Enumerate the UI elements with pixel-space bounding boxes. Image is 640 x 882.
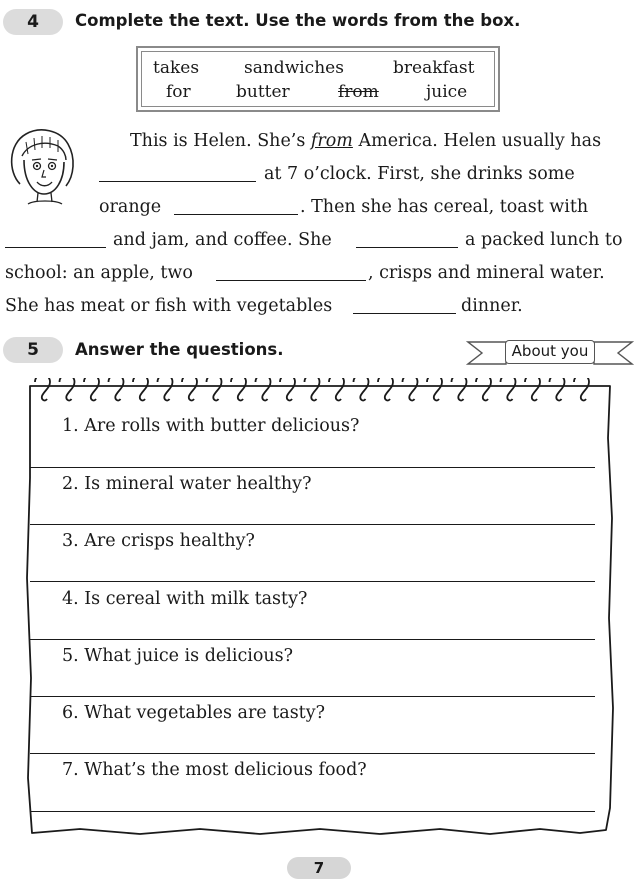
answer-blank[interactable] <box>174 214 298 215</box>
page-number: 7 <box>287 857 351 879</box>
word-box <box>136 46 500 112</box>
answer-line[interactable] <box>30 639 595 640</box>
question: 4. Is cereal with milk tasty? <box>62 589 308 609</box>
exercise-heading: Answer the questions. <box>75 340 284 359</box>
text-line: This is Helen. She’s from America. Helen usually has <box>130 131 602 151</box>
helen-face-illustration <box>4 124 80 206</box>
exercise-number-badge: 4 <box>3 9 63 35</box>
question: 6. What vegetables are tasty? <box>62 703 325 723</box>
word-box-item: takes <box>153 58 200 78</box>
answer-line[interactable] <box>30 753 595 754</box>
answer-blank[interactable] <box>99 181 256 182</box>
answer-blank[interactable] <box>353 313 456 314</box>
answer-blank[interactable] <box>356 247 458 248</box>
question: 2. Is mineral water healthy? <box>62 474 312 494</box>
answer-line[interactable] <box>30 524 595 525</box>
text-line: at 7 o’clock. First, she drinks some <box>264 164 575 184</box>
answer-blank[interactable] <box>216 280 366 281</box>
text-line: , crisps and mineral water. <box>368 263 605 283</box>
question: 1. Are rolls with butter delicious? <box>62 416 360 436</box>
text-line: school: an apple, two <box>5 263 193 283</box>
word-box-item: sandwiches <box>244 58 344 78</box>
about-you-banner: About you <box>505 340 595 364</box>
answer-line[interactable] <box>30 581 595 582</box>
text-line: dinner. <box>461 296 523 316</box>
word-box-item: butter <box>236 82 290 102</box>
question: 7. What’s the most delicious food? <box>62 760 367 780</box>
word-box-item: for <box>166 82 191 102</box>
question: 5. What juice is delicious? <box>62 646 294 666</box>
example-answer: from <box>310 131 353 151</box>
answer-line[interactable] <box>30 696 595 697</box>
text-line: and jam, and coffee. She <box>113 230 332 250</box>
text-line: She has meat or fish with vegetables <box>5 296 333 316</box>
text-line: orange <box>99 197 162 217</box>
answer-blank[interactable] <box>5 247 106 248</box>
answer-line[interactable] <box>30 811 595 812</box>
text-line: . Then she has cereal, toast with <box>300 197 589 217</box>
word-box-item: breakfast <box>393 58 475 78</box>
question: 3. Are crisps healthy? <box>62 531 255 551</box>
exercise-number-badge: 5 <box>3 337 63 363</box>
text-line: a packed lunch to <box>465 230 623 250</box>
exercise-heading: Complete the text. Use the words from the box. <box>75 11 521 30</box>
answer-line[interactable] <box>30 467 595 468</box>
word-box-item-crossed-out: from <box>338 82 379 102</box>
word-box-item: juice <box>426 82 468 102</box>
